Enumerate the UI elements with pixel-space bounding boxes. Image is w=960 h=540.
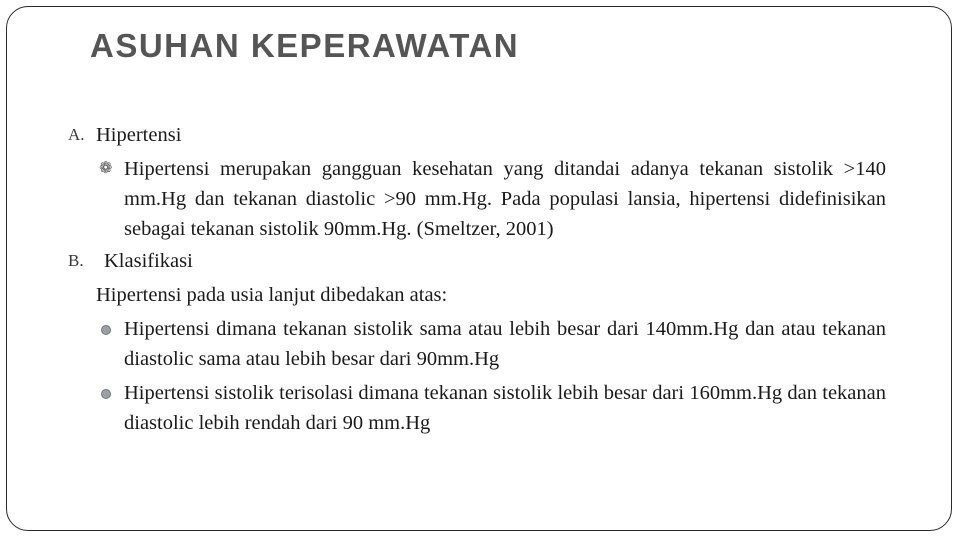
section-a-bullet-text: Hipertensi merupakan gangguan kesehatan yang ditandai adanya tekanan sistolik >140 mm.Hg dan tekanan diastolic >90 mm.Hg. Pada populasi lansia, hipertensi didefinisikan sebagai tekanan sistolik 90mm.Hg. (Smeltzer, 2001): [124, 158, 886, 240]
list-item-text: Hipertensi sistolik terisolasi dimana tekanan sistolik lebih besar dari 160mm.Hg dan tekanan diastolic lebih rendah dari 90 mm.Hg: [124, 382, 886, 434]
bullet-dot-icon: [101, 389, 111, 399]
bullet-icon: ❁: [99, 160, 113, 177]
section-b-intro: Hipertensi pada usia lanjut dibedakan atas:: [96, 284, 448, 306]
section-b-heading: Klasifikasi: [104, 250, 193, 272]
section-a-heading: Hipertensi: [96, 124, 182, 146]
list-item: [68, 314, 886, 374]
section-a-marker: A.: [68, 125, 85, 144]
list-item: [68, 378, 886, 438]
section-a: [68, 120, 886, 150]
bullet-dot-icon: [101, 325, 111, 335]
list-item-text: Hipertensi dimana tekanan sistolik sama atau lebih besar dari 140mm.Hg dan atau tekanan diastolic sama atau lebih besar dari 90mm.Hg: [124, 318, 886, 370]
slide-content: [68, 120, 886, 438]
section-b-marker: B.: [68, 251, 84, 270]
section-a-bullet: [68, 154, 886, 244]
slide-title: ASUHAN KEPERAWATAN: [90, 27, 520, 64]
section-b: [68, 246, 886, 276]
